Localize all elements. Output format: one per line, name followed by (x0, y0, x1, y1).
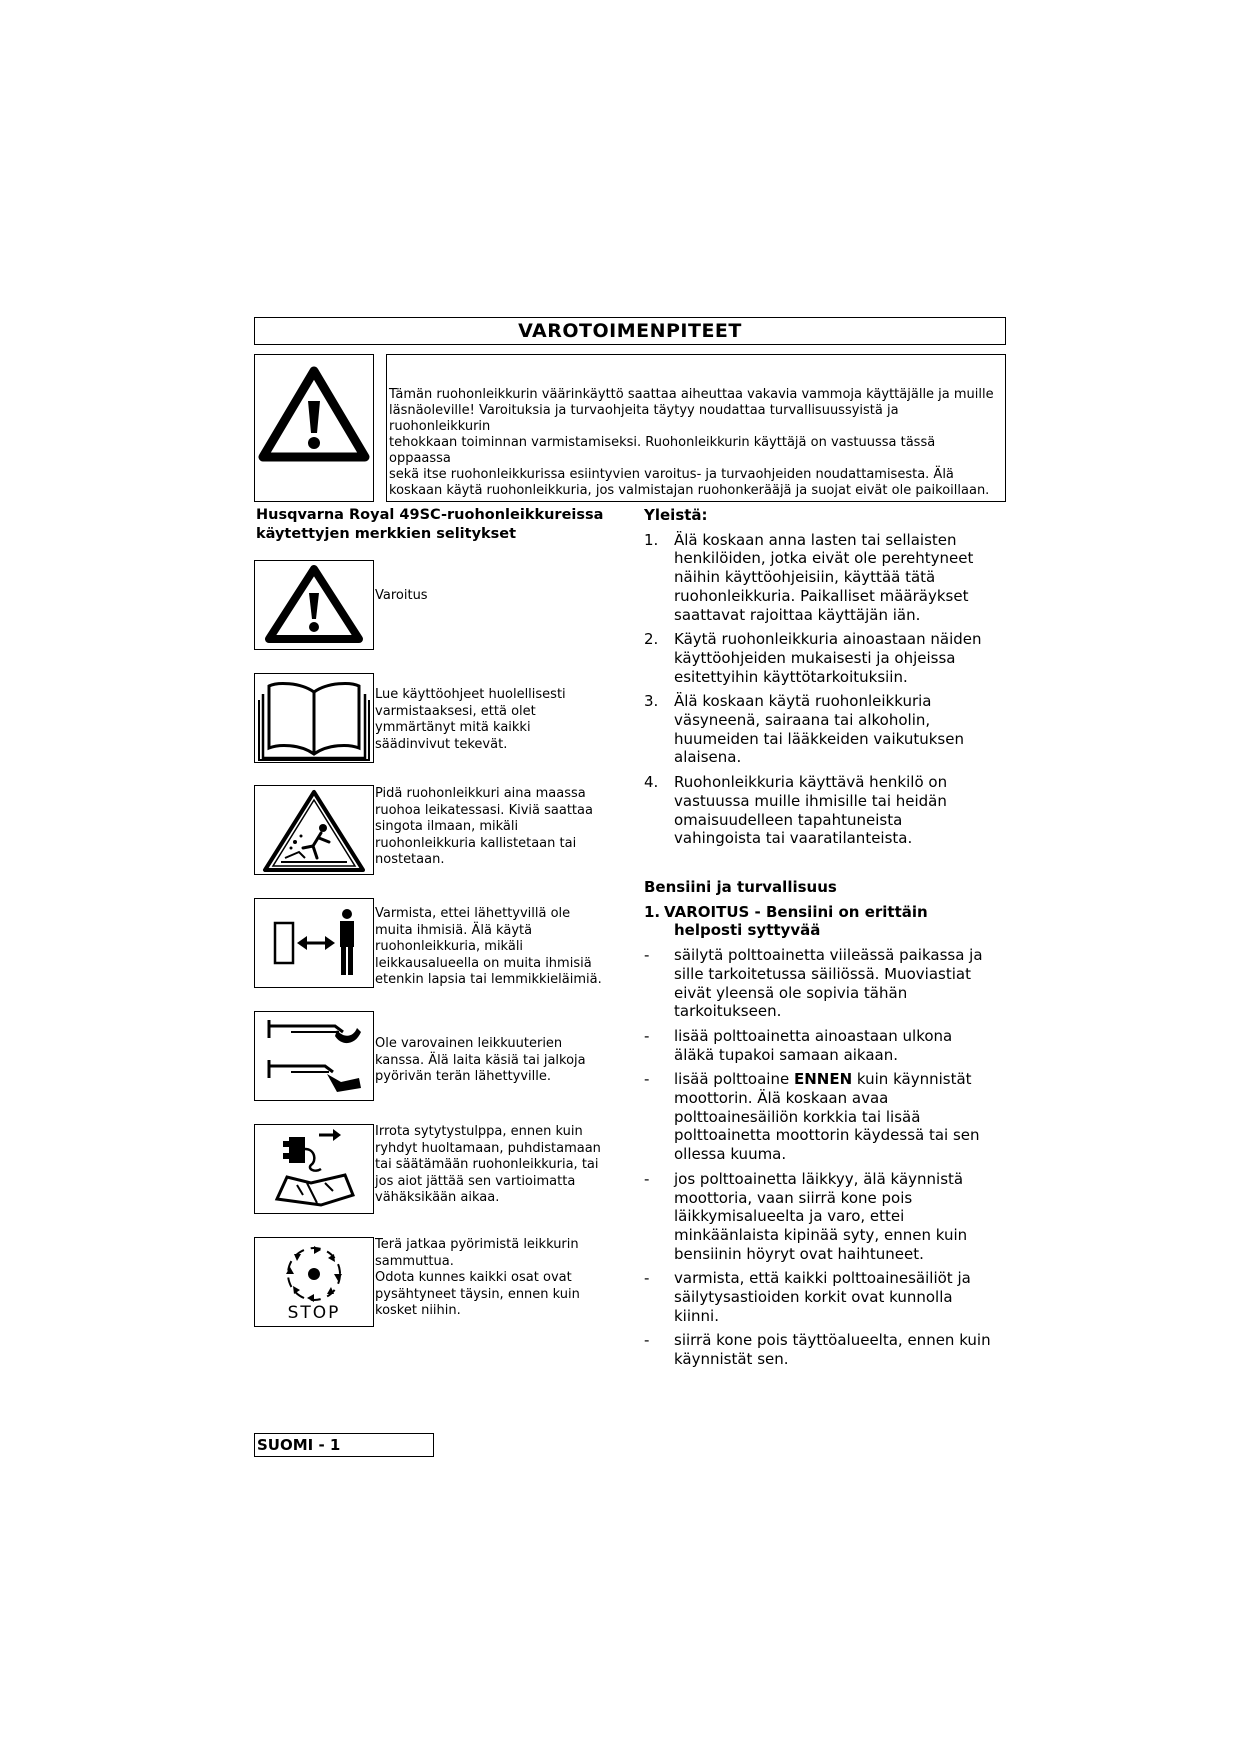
symbol-keep-distance-text: Varmista, ettei lähettyvillä ole muita ihmisiä. Älä käytä ruohonleikkuria, mikäli leikkausalueella on muita ihmisiä etenkin lapsia tai lemmikkieläimiä. (375, 906, 602, 988)
general-item: 3. Älä koskaan käytä ruohonleikkuria väsyneenä, sairaana tai alkoholin, huumeiden tai lääkkeiden vaikutuksen alaisena. (644, 692, 964, 767)
general-heading: Yleistä: (644, 506, 708, 524)
warning-triangle-icon (255, 355, 373, 501)
general-item: 1. Älä koskaan anna lasten tai sellaisten henkilöiden, jotka eivät ole perehtyneet näihin käyttöohjeisiin, käyttää tätä ruohonleikkuria. Paikalliset määräykset saattavat rajoittaa käyttäjän iän. (644, 530, 974, 624)
page-title: VAROTOIMENPITEET (254, 317, 1006, 345)
intro-warning-text: Tämän ruohonleikkurin väärinkäyttö saattaa aiheuttaa vakavia vammoja käyttäjälle ja muille läsnäoleville! Varoituksia ja turvaohjeita täytyy noudattaa turvallisuussyistä ja ruohonleikkurin tehokkaan toiminnan varmistamiseksi. Ruohonleikkurin käyttäjä on vastuussa tässä oppaassa sekä itse ruohonleikkurissa esiintyvien varoitus- ja turvaohjeiden noudattamisesta. Älä koskaan käytä ruohonleikkuria, jos valmistajan ruohonkerääjä ja suojat eivät ole paikoillaan. (386, 354, 1006, 502)
general-item: 2. Käytä ruohonleikkuria ainoastaan näiden käyttöohjeiden mukaisesti ja ohjeissa esitettyihin käyttötarkoituksiin. (644, 630, 982, 686)
symbol-warning-text: Varoitus (375, 588, 428, 603)
thrown-objects-icon (255, 786, 373, 874)
open-book-icon (255, 674, 373, 762)
fuel-warning: 1. VAROITUS - Bensiini on erittäin helposti syttyvää (644, 902, 928, 940)
main-warning-icon-box (254, 354, 374, 502)
symbol-spark-plug-text: Irrota sytytystulppa, ennen kuin ryhdyt huoltamaan, puhdistamaan tai säätämään ruohonleikkuria, tai jos aiot jättää sen vartioimatta vähäksikään aikaa. (375, 1124, 601, 1206)
symbols-heading: Husqvarna Royal 49SC-ruohonleikkureissa käytettyjen merkkien selitykset (256, 507, 604, 542)
symbol-spark-plug-box (254, 1124, 374, 1214)
symbol-warning-box (254, 560, 374, 650)
page-footer: SUOMI - 1 (254, 1433, 434, 1457)
symbol-keep-distance-box (254, 898, 374, 988)
fuel-item: - siirrä kone pois täyttöalueelta, ennen kuin käynnistät sen. (644, 1331, 991, 1369)
spark-plug-icon (255, 1125, 373, 1213)
symbol-book-text: Lue käyttöohjeet huolellisesti varmistaaksesi, että olet ymmärtänyt mitä kaikki säädinvivut tekevät. (375, 687, 566, 752)
symbol-blade-hazard-box (254, 1011, 374, 1101)
keep-distance-icon (255, 899, 373, 987)
fuel-heading: Bensiini ja turvallisuus (644, 878, 837, 896)
fuel-item: - säilytä polttoainetta viileässä paikassa ja sille tarkoitetussa säiliössä. Muoviastiat eivät yleensä ole sopivia tähän tarkoitukseen. (644, 946, 983, 1021)
symbol-blade-hazard-text: Ole varovainen leikkuuterien kanssa. Älä laita käsiä tai jalkoja pyörivän terän lähettyville. (375, 1036, 586, 1085)
fuel-item: - varmista, että kaikki polttoainesäiliöt ja säilytysastioiden korkit ovat kunnolla kiinni. (644, 1269, 971, 1325)
fuel-section (644, 878, 1014, 1375)
symbol-rotating-blade-text: Terä jatkaa pyörimistä leikkurin sammuttua. Odota kunnes kaikki osat ovat pysähtyneet täysin, ennen kuin kosket niihin. (375, 1237, 580, 1319)
symbol-thrown-objects-text: Pidä ruohonleikkuri aina maassa ruohoa leikatessasi. Kiviä saattaa singota ilmaan, mikäli ruohonleikkuria kallistetaan tai nostetaan. (375, 786, 593, 868)
general-item: 4. Ruohonleikkuria käyttävä henkilö on vastuussa muille ihmisille tai heidän omaisuudelleen tapahtuneista vahingoista tai vaaratilanteista. (644, 773, 948, 848)
blade-hazard-icon (255, 1012, 373, 1100)
general-section (644, 506, 1014, 854)
warning-triangle-icon (255, 561, 373, 649)
fuel-item: - lisää polttoaine ENNEN kuin käynnistät moottorin. Älä koskaan avaa polttoainesäiliön korkkia tai lisää polttoainetta moottorin käydessä tai sen ollessa kuuma. (644, 1070, 980, 1164)
fuel-item: - jos polttoainetta läikkyy, älä käynnistä moottoria, vaan siirrä kone pois läikkymisalueelta ja varo, ettei minkäänlaista kipinää syty, ennen kuin bensiinin höyryt ovat haihtuneet. (644, 1169, 968, 1263)
symbol-book-box (254, 673, 374, 763)
stop-label: STOP (287, 1303, 341, 1323)
symbol-thrown-objects-box (254, 785, 374, 875)
fuel-item: - lisää polttoainetta ainoastaan ulkona äläkä tupakoi samaan aikaan. (644, 1026, 953, 1064)
